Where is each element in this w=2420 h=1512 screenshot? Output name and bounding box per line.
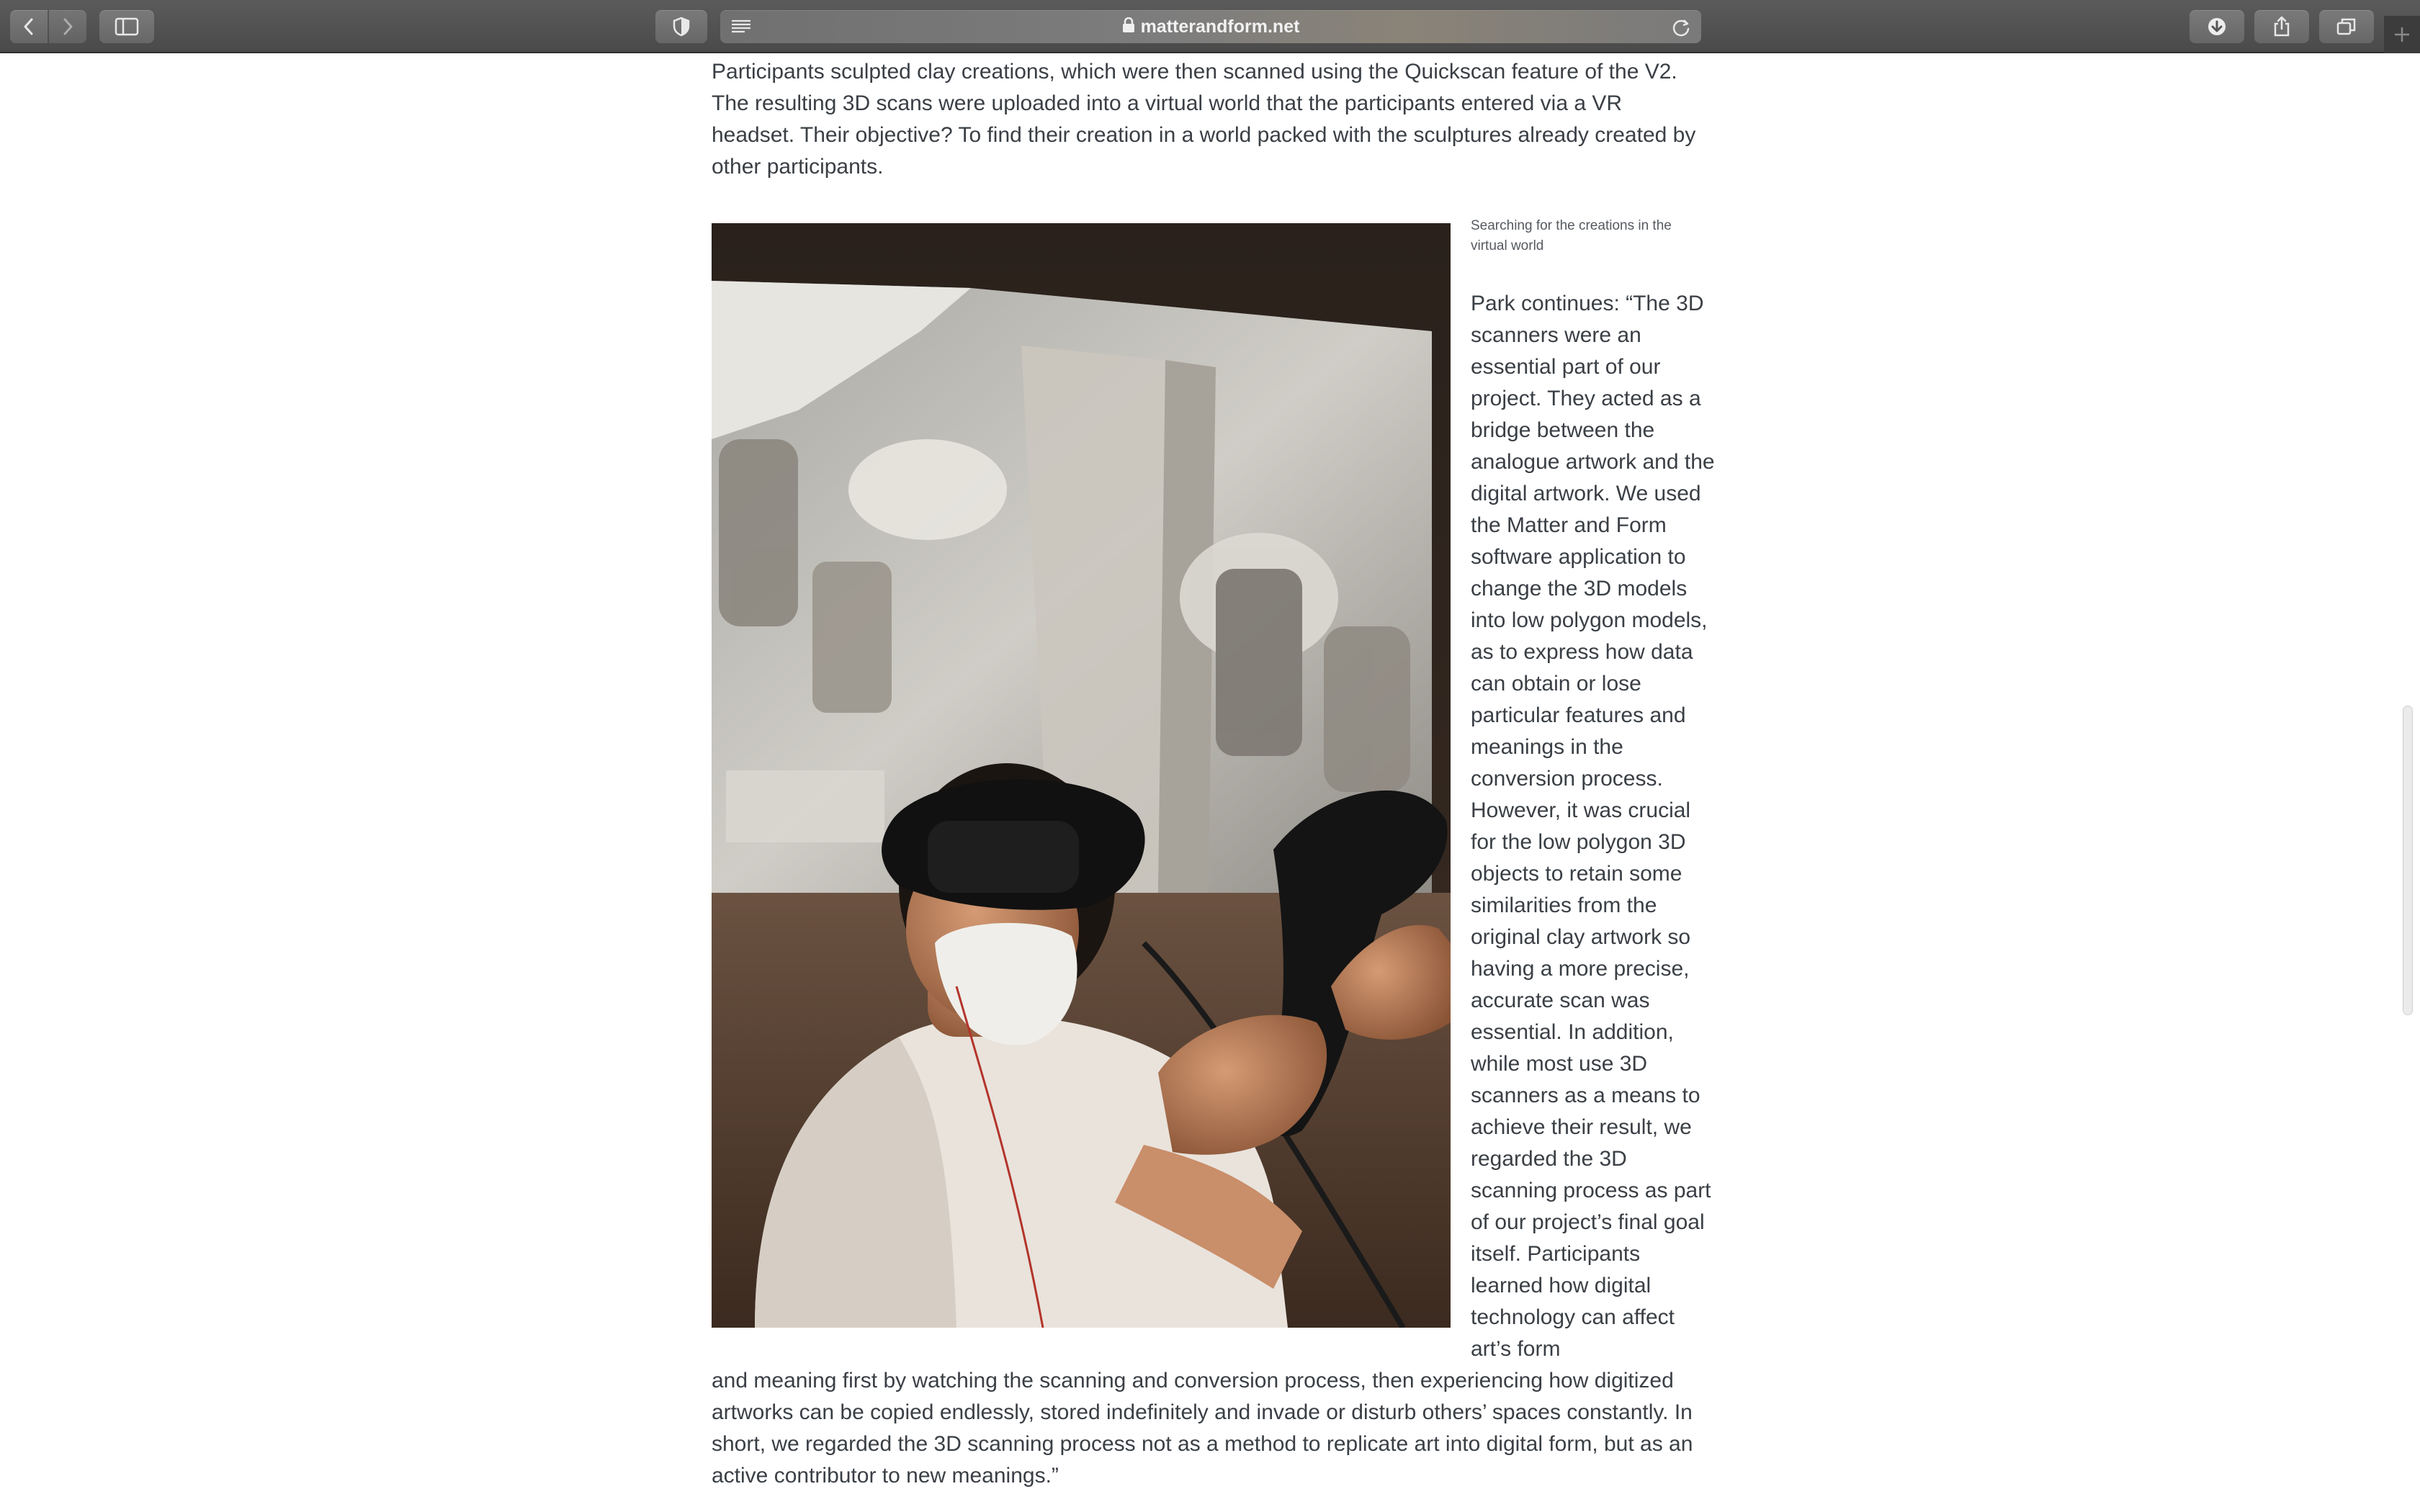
- shield-icon: [672, 17, 691, 37]
- forward-button[interactable]: [49, 10, 86, 43]
- vr-participant-photo: [712, 223, 1451, 1328]
- article-intro-paragraph: Participants sculpted clay creations, which were then scanned using the Quickscan feature of the V2. The resulting 3D scans were uploaded into a virtual world that the participants entered via a VR headset. Their objective? To find their creation in a world packed with the sculptures already created by other participants.: [712, 60, 1696, 179]
- photo-illustration: [712, 223, 1451, 1328]
- tabs-overview-icon: [2336, 17, 2357, 36]
- reload-icon[interactable]: [1671, 17, 1691, 41]
- downloads-button[interactable]: [2190, 10, 2244, 43]
- new-tab-button[interactable]: [2384, 16, 2420, 53]
- url-display[interactable]: [720, 10, 1701, 43]
- back-button[interactable]: [10, 10, 48, 43]
- sidebar-toggle-button[interactable]: [99, 10, 154, 43]
- share-button[interactable]: [2254, 10, 2309, 43]
- lock-icon: [1122, 11, 1135, 44]
- plus-icon: [2393, 25, 2411, 44]
- share-icon: [2272, 16, 2291, 37]
- tab-overview-button[interactable]: [2319, 10, 2374, 43]
- download-icon: [2207, 17, 2227, 37]
- sidebar-icon: [115, 17, 139, 36]
- browser-toolbar: [0, 0, 2420, 53]
- privacy-report-button[interactable]: [655, 10, 707, 43]
- address-bar[interactable]: [720, 10, 1701, 43]
- article-tail-paragraph: and meaning first by watching the scanning and conversion process, then experiencing how digitized artworks can be copied endlessly, stored indefinitely and invade or disturb others’ spaces constantly. In short, we regarded the 3D scanning process not as a method to replicate art into digital form, but as an active contributor to new meanings.”: [712, 1369, 1693, 1488]
- article-side-paragraph: Park continues: “The 3D scanners were an essential part of our project. They acted as a bridge between the analogue artwork and the digital artwork. We used the Matter and Form software application to change the 3D models into low polygon models, as to express how data can obtain or lose particular features and meanings in the conversion process. However, it was crucial for the low polygon 3D objects to retain some similarities from the original clay artwork so having a more precise, accurate scan was essential. In addition, while most use 3D scanners as a means to achieve their result, we regarded the 3D scanning process as part of our project’s final goal itself. Participants learned how digital technology can affect art’s form: [1471, 292, 1715, 1361]
- url-text: matterandform.net: [1140, 17, 1300, 37]
- vertical-scrollbar[interactable]: [2403, 706, 2413, 1015]
- figure-caption: Searching for the creations in the virtual world: [1471, 218, 1672, 253]
- chevron-right-icon: [60, 17, 76, 36]
- chevron-left-icon: [21, 17, 37, 36]
